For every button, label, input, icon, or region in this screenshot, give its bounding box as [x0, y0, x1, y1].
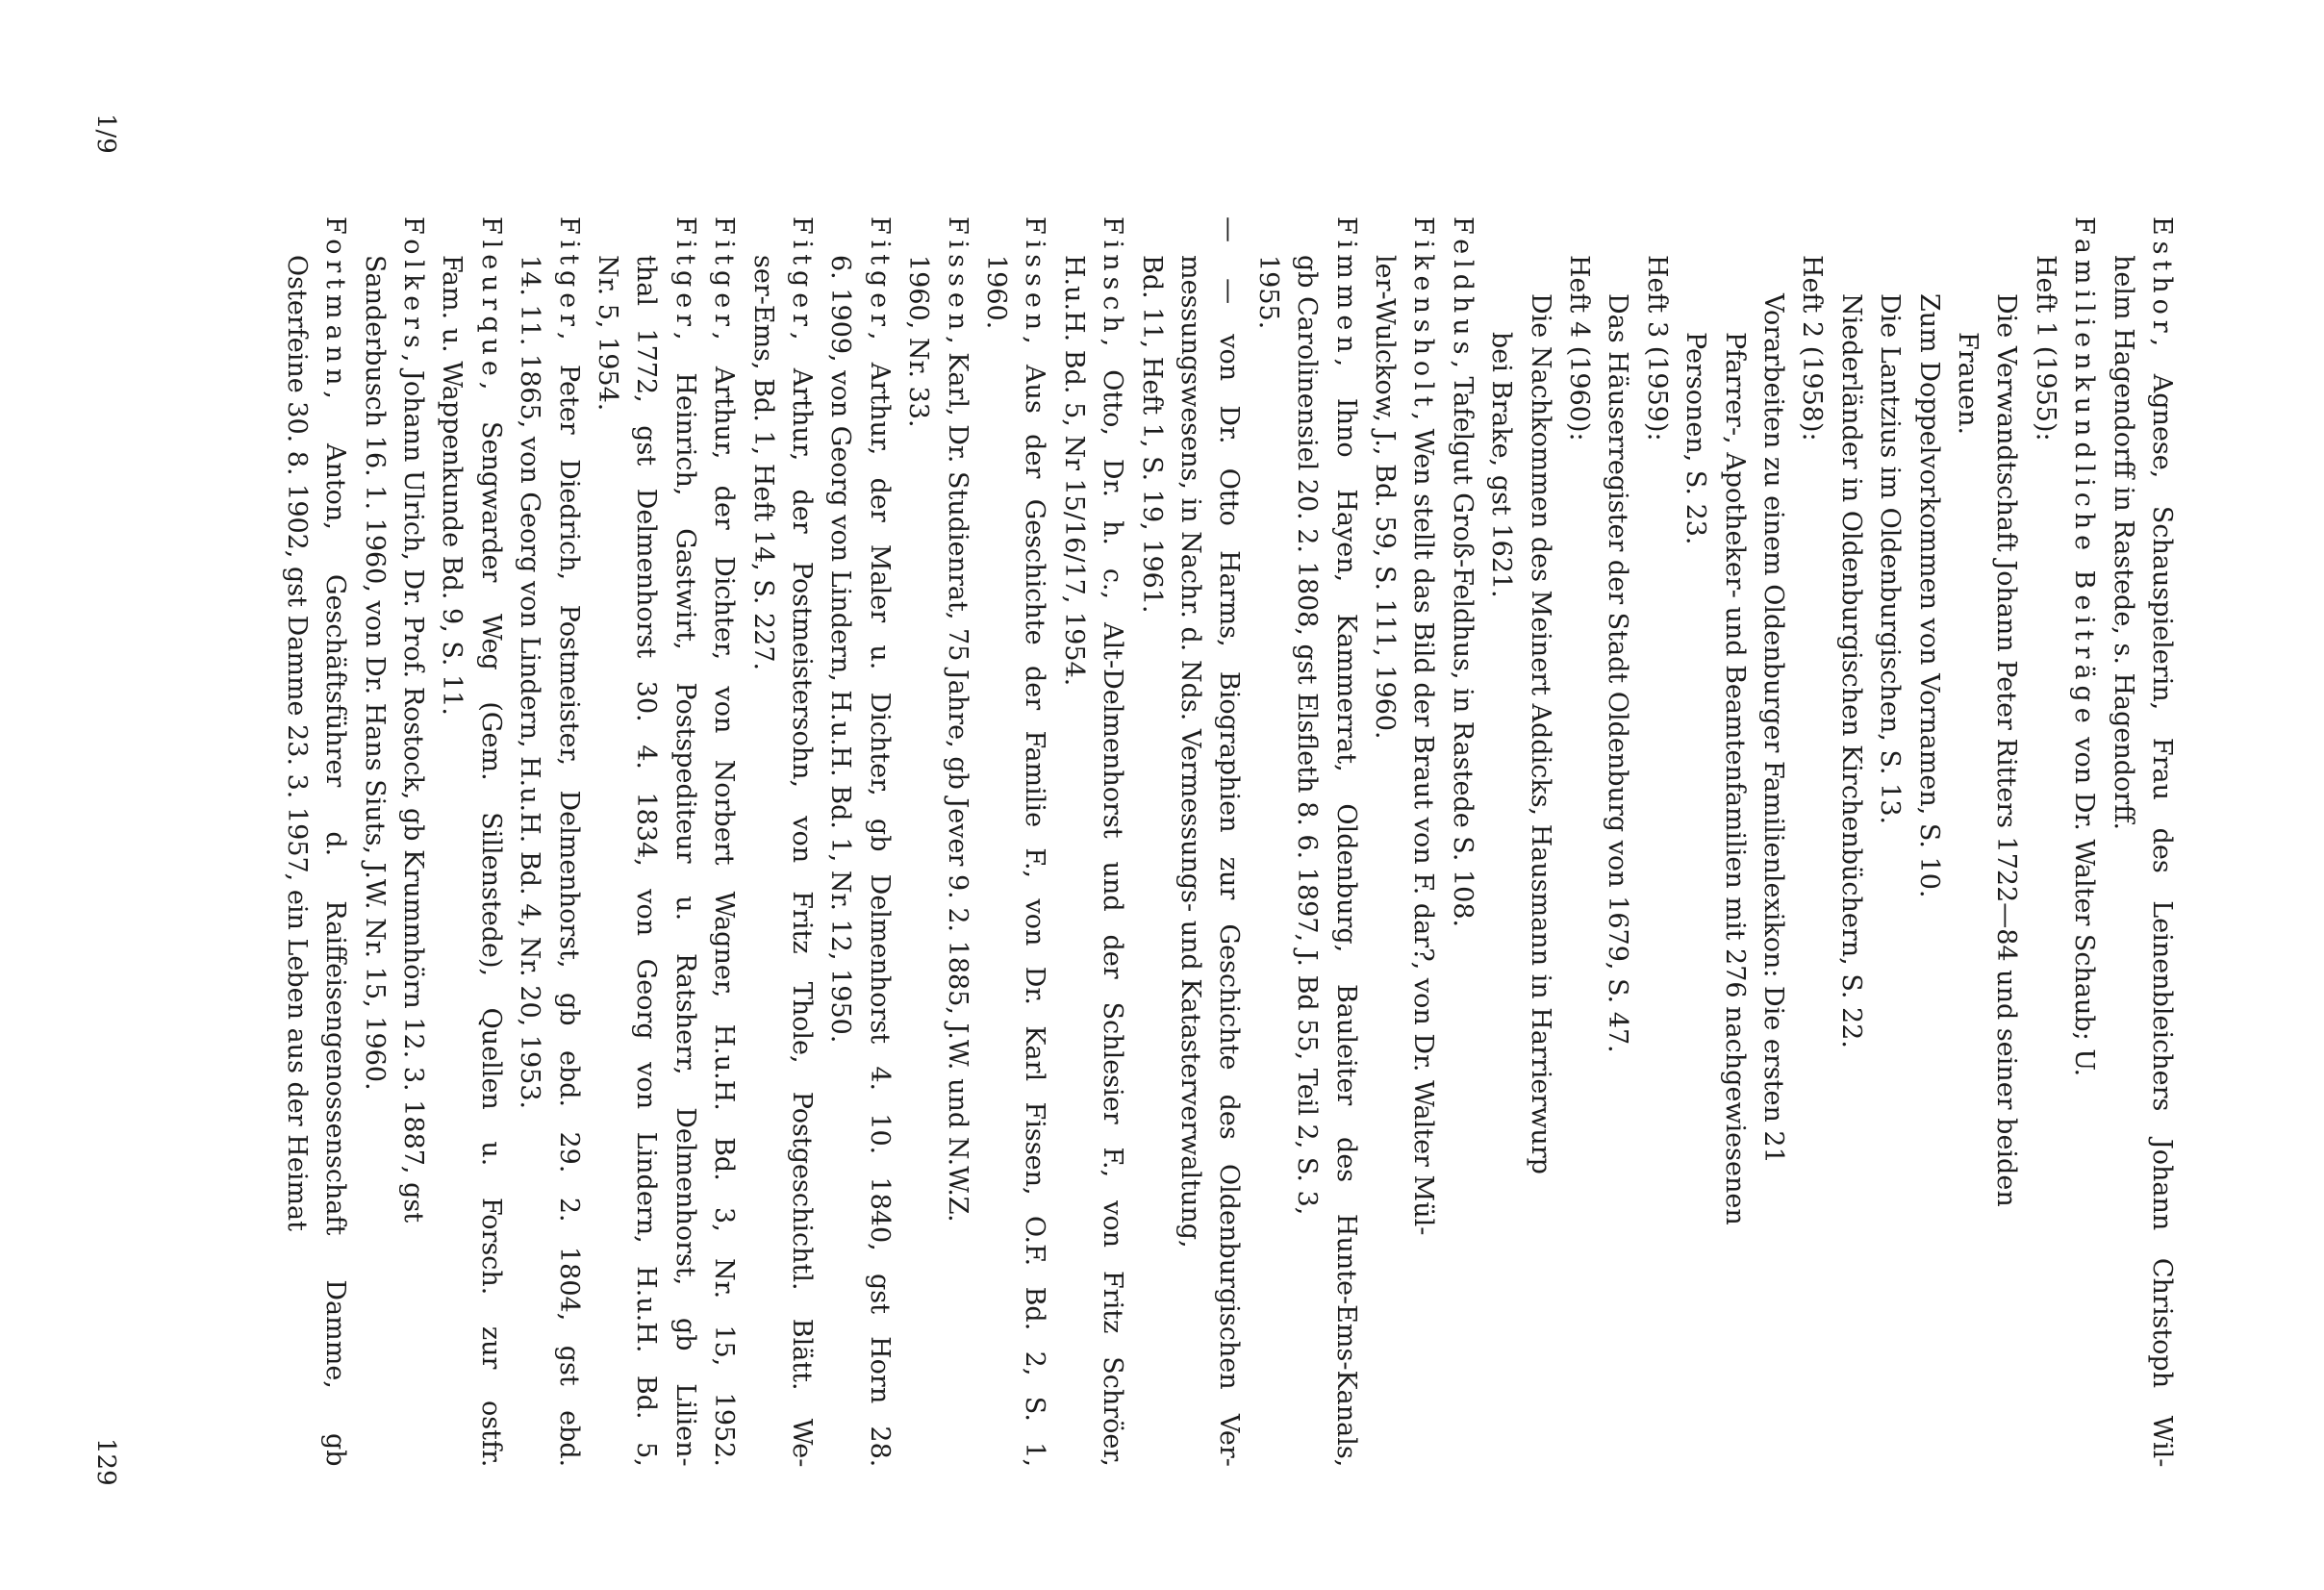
entry-text: 1955.: [1252, 255, 1283, 330]
entry-heading: Familienkundliche Beiträge: [2069, 216, 2100, 729]
entry-text: Heft 4 (1960):: [1564, 255, 1594, 442]
entry-text: Niederländer in Oldenburgischen Kirchenbüchern, S. 22.: [1835, 293, 1866, 1048]
text-line: [1135, 255, 1168, 614]
entry-text: von Dr. Walter Schaub; U.: [2069, 728, 2100, 1077]
entry-text: bei Brake, gst 1621.: [1486, 332, 1517, 598]
entry-heading: Fitger: [864, 216, 895, 333]
text-line: [785, 216, 818, 1467]
text-line: [1951, 332, 1983, 435]
text-line: [1601, 293, 1633, 1053]
entry-text: Heft 3 (1959):: [1641, 255, 1672, 442]
text-line: [318, 216, 351, 1467]
text-line: [1756, 293, 1789, 1164]
text-line: [941, 216, 973, 1223]
entry-heading: — —: [1214, 216, 1245, 311]
entry-text: Bd. 11, Heft 1, S. 19, 1961.: [1136, 255, 1167, 614]
text-line: [823, 255, 856, 1043]
text-line: [1174, 255, 1206, 1249]
entry-text: , Peter Diedrich, Postmeister, Delmenhorst, gb ebd. 29. 2. 1804, gst ebd.: [553, 332, 584, 1468]
entry-heading: Fleurque: [475, 216, 506, 382]
entry-heading: Fortmann: [320, 216, 351, 391]
entry-heading: Fitger: [787, 216, 817, 333]
entry-text: , Arthur, der Maler u. Dichter, gb Delmenhorst 4. 10. 1840, gst Horn 28.: [864, 332, 895, 1468]
text-line: [1679, 332, 1711, 545]
text-line: [435, 255, 467, 716]
entry-heading: Finsch: [1098, 216, 1128, 339]
text-line: [629, 255, 662, 1467]
entry-text: ser-Ems, Bd. 1, Heft 14, S. 227.: [747, 255, 778, 671]
text-line: [552, 216, 585, 1467]
entry-text: Osterfeine 30. 8. 1902, gst Damme 23. 3. 1957, ein Leben aus der Heimat: [281, 255, 312, 1231]
text-line: [1251, 255, 1284, 329]
entry-text: thal 1772, gst Delmenhorst 30. 4. 1834, von Georg von Lindern, H.u.H. Bd. 5,: [631, 255, 662, 1467]
entry-heading: Fitger: [709, 216, 740, 333]
text-line: [1834, 293, 1867, 1048]
text-line: [2107, 255, 2139, 830]
entry-text: von Dr. Otto Harms, Biographien zur Geschichte des Oldenburgischen Ver-: [1214, 310, 1245, 1467]
entry-text: , Ihno Hayen, Kammerrat, Oldenburg, Bauleiter des Hunte-Ems-Kanals,: [1330, 358, 1361, 1468]
text-line: [1329, 216, 1362, 1467]
entry-text: helm Hagendorff in Rastede, s. Hagendorff.: [2108, 255, 2138, 831]
entry-heading: Folkers: [398, 216, 428, 354]
text-line: [863, 216, 896, 1467]
text-line: [669, 216, 701, 1467]
entry-text: , Johann Ulrich, Dr. Prof. Rostock, gb Krummhörn 12. 3. 1887, gst: [398, 353, 428, 1224]
entry-text: Die Verwandtschaft Johann Peter Ritters 1722—84 und seiner beiden: [1991, 293, 2022, 1207]
entry-text: gb Carolinensiel 20. 2. 1808, gst Elsfleth 8. 6. 1897, J. Bd 55, Teil 2, S. 3,: [1292, 255, 1323, 1216]
text-line: [396, 216, 429, 1223]
entry-text: , Wen stellt das Bild der Braut von F. dar?, von Dr. Walter Mül-: [1408, 412, 1439, 1236]
entry-text: , Otto, Dr. h. c., Alt-Delmenhorst und der Schlesier F., von Fritz Schröer,: [1098, 338, 1128, 1467]
text-line: [358, 255, 391, 1091]
entry-text: , Aus der Geschichte der Familie F., von Dr. Karl Fissen, O.F. Bd. 2, S. 1,: [1020, 336, 1050, 1468]
text-line: [1718, 332, 1751, 1225]
text-line: [1446, 216, 1478, 927]
text-line: [2067, 216, 2100, 1076]
text-line: [1562, 255, 1595, 442]
text-line: [1640, 255, 1673, 442]
text-line: [979, 255, 1012, 329]
text-line: [1368, 255, 1401, 740]
text-line: [1212, 216, 1245, 1467]
entry-text: , Agnese, Schauspielerin, Frau des Leinenbleichers Johann Christoph Wil-: [2147, 338, 2177, 1468]
entry-text: H.u.H. Bd. 5, Nr 15/16/17, 1954.: [1058, 255, 1089, 687]
entry-text: 1960, Nr. 33.: [903, 255, 934, 428]
text-line: [1795, 255, 1828, 442]
text-line: [901, 255, 934, 428]
entry-heading: Fimmen: [1330, 216, 1361, 359]
text-line: [474, 216, 507, 1467]
entry-text: Das Häuserregister der Stadt Oldenburg von 1679, S. 47.: [1603, 293, 1633, 1053]
text-line: [1057, 255, 1090, 686]
entry-text: 1960.: [981, 255, 1011, 330]
entry-text: , Sengwarder Weg (Gem. Sillenstede), Quellen u. Forsch. zur ostfr.: [475, 381, 506, 1468]
text-line: [707, 216, 740, 1467]
entry-text: Zum Doppelvorkommen von Vornamen, S. 10.: [1913, 293, 1944, 898]
entry-text: , Arthur, der Dichter, von Norbert Wagner, H.u.H. Bd. 3, Nr. 15, 1952.: [709, 332, 740, 1467]
text-line: [1290, 255, 1323, 1215]
entry-text: , Arthur, der Postmeistersohn, von Fritz Thole, Postgeschichtl. Blätt. We-: [787, 332, 817, 1468]
entry-text: Heft 1 (1955):: [2030, 255, 2060, 442]
entry-heading: Fissen: [1020, 216, 1050, 337]
page-number: 129: [91, 1438, 120, 1486]
entry-heading: Fitger: [669, 216, 700, 333]
entry-text: Fam. u. Wappenkunde Bd. 9, S. 11.: [437, 255, 467, 717]
entry-text: ler-Wulckow, J., Bd. 59, S. 111, 1960.: [1370, 255, 1400, 740]
entry-text: Nr. 5, 1954.: [593, 255, 622, 412]
text-line: [280, 255, 313, 1231]
text-line: [591, 255, 623, 411]
text-line: [1096, 216, 1128, 1467]
text-line: [746, 255, 779, 670]
entry-text: Heft 2 (1958):: [1797, 255, 1828, 442]
entry-text: Pfarrer-, Apotheker- und Beamtenfamilien mit 276 nachgewiesenen: [1719, 332, 1750, 1225]
text-line: [1018, 216, 1050, 1467]
entry-text: Die Lantzius im Oldenburgischen, S. 13.: [1875, 293, 1906, 825]
entry-heading: Esthor: [2147, 216, 2177, 339]
entry-text: messungswesens, in Nachr. d. Nds. Vermessungs- und Katasterverwaltung,: [1175, 255, 1205, 1249]
entry-heading: Fissen: [942, 216, 973, 337]
text-line: [1912, 293, 1945, 898]
entry-heading: Fitger: [553, 216, 584, 333]
entry-text: Personen, S. 23.: [1680, 332, 1711, 545]
entry-heading: Feldhus: [1447, 216, 1478, 361]
text-line: [1406, 216, 1439, 1235]
entry-text: 14. 11. 1865, von Georg von Lindern, H.u.H. Bd. 4, Nr. 20, 1953.: [515, 255, 545, 1110]
text-line: [2145, 216, 2178, 1467]
entry-text: , Karl, Dr. Studienrat, 75 Jahre, gb Jever 9. 2. 1885, J.W. und N.W.Z.: [942, 336, 973, 1223]
entry-text: 6. 1909, von Georg von Lindern, H.u.H. Bd. 1, Nr. 12, 1950.: [825, 255, 856, 1044]
entry-heading: Fikensholt: [1408, 216, 1439, 413]
entry-text: Die Nachkommen des Meinert Addicks, Hausmann in Harrierwurp: [1525, 293, 1555, 1174]
entry-text: , Heinrich, Gastwirt, Postspediteur u. Ratsherr, Delmenhorst, gb Lilien-: [669, 332, 700, 1467]
text-line: [1524, 293, 1556, 1174]
entry-text: , Tafelgut Groß-Feldhus, in Rastede S. 108.: [1447, 360, 1478, 928]
text-line: [1873, 293, 1906, 824]
printer-signature: 1/9: [91, 114, 120, 154]
entry-text: Vorarbeiten zu einem Oldenburger Familienlexikon: Die ersten 21: [1758, 293, 1788, 1164]
entry-text: , Anton, Geschäftsführer d. Raiffeisengenossenschaft Damme, gb: [320, 391, 351, 1467]
entry-text: Frauen.: [1953, 332, 1983, 436]
entry-text: Sanderbusch 16. 1. 1960, von Dr. Hans Siuts, J.W. Nr. 15, 1960.: [359, 255, 390, 1091]
text-line: [513, 255, 545, 1109]
text-line: [2029, 255, 2061, 442]
text-line: [1484, 332, 1517, 598]
text-line: [1989, 293, 2022, 1207]
